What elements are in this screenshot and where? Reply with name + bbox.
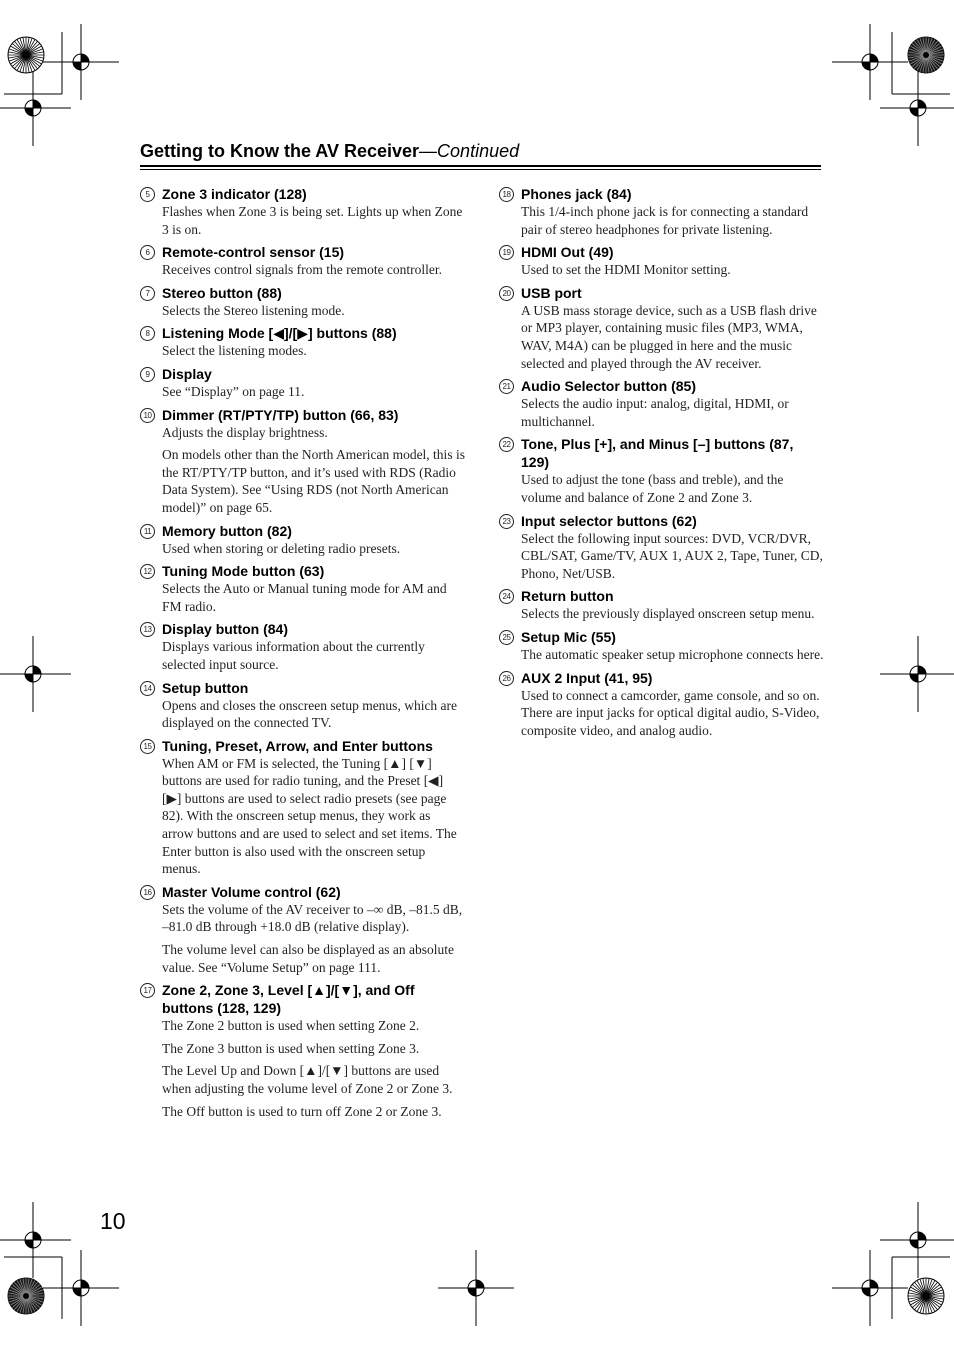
- item-number-badge: 5: [140, 187, 155, 202]
- page-header-title: [140, 139, 821, 163]
- item-description: Used to adjust the tone (bass and treble), and the volume and balance of Zone 2 and Zone 3.: [521, 472, 784, 505]
- registration-target-icon: [880, 636, 954, 712]
- item-title: Memory button (82): [162, 522, 292, 539]
- item-title: Setup button: [162, 679, 249, 696]
- item-description: Flashes when Zone 3 is being set. Lights up when Zone 3 is on.: [162, 204, 463, 237]
- list-item: [499, 243, 824, 279]
- item-number-badge: 15: [140, 739, 155, 754]
- list-item: [140, 737, 465, 878]
- registration-target-icon: [43, 1250, 119, 1326]
- registration-target-icon: [832, 24, 908, 100]
- item-description: Selects the Auto or Manual tuning mode for AM and FM radio.: [162, 581, 447, 614]
- item-description: When AM or FM is selected, the Tuning [▲] [▼] buttons are used for radio tuning, and the Preset [◀] [▶] buttons are used to select radio presets (see page 82). With the onscreen setup menus, they work as arrow buttons and are used to select and set items. The Enter button is also used with the onscreen setup menus.: [162, 755, 457, 877]
- list-item: [140, 324, 465, 360]
- item-number-badge: 25: [499, 630, 514, 645]
- list-item: [140, 365, 465, 401]
- item-title: Remote-control sensor (15): [162, 244, 345, 261]
- item-description: The Off button is used to turn off Zone 2 or Zone 3.: [162, 1103, 442, 1119]
- list-item: [140, 679, 465, 732]
- item-title: Audio Selector button (85): [521, 378, 696, 395]
- item-title: Stereo button (88): [162, 284, 282, 301]
- list-item: [499, 185, 824, 238]
- registration-target-icon: [0, 636, 71, 712]
- header-rule-thick: [140, 165, 821, 167]
- item-description: Used when storing or deleting radio presets.: [162, 540, 401, 556]
- item-title: HDMI Out (49): [521, 244, 614, 261]
- registration-target-icon: [880, 1202, 954, 1278]
- item-number-badge: 8: [140, 326, 155, 341]
- item-description: The automatic speaker setup microphone connects here.: [521, 646, 824, 662]
- item-description: Select the listening modes.: [162, 343, 307, 359]
- item-description: Used to connect a camcorder, game console, and so on. There are input jacks for optical digital audio, S-Video, composite video, and analog audio.: [521, 687, 820, 738]
- item-title: USB port: [521, 284, 582, 301]
- left-column: [140, 185, 465, 1125]
- item-number-badge: 21: [499, 379, 514, 394]
- item-number-badge: 22: [499, 437, 514, 452]
- registration-target-icon: [832, 1250, 908, 1326]
- item-description: Selects the previously displayed onscreen setup menu.: [521, 606, 815, 622]
- item-description: The Zone 2 button is used when setting Zone 2.: [162, 1018, 420, 1034]
- registration-target-icon: [0, 1202, 71, 1278]
- list-item: [140, 883, 465, 976]
- item-number-badge: 16: [140, 885, 155, 900]
- item-number-badge: 12: [140, 564, 155, 579]
- page-number: 10: [100, 1208, 126, 1234]
- item-title: Dimmer (RT/PTY/TP) button (66, 83): [162, 406, 399, 423]
- starburst-registration-icon: [908, 1278, 944, 1314]
- list-item: [140, 562, 465, 615]
- item-description: Displays various information about the currently selected input source.: [162, 639, 425, 672]
- item-title: Return button: [521, 588, 614, 605]
- starburst-registration-icon: [8, 1278, 44, 1314]
- item-title: Input selector buttons (62): [521, 512, 697, 529]
- starburst-registration-icon: [908, 37, 944, 73]
- item-title: Master Volume control (62): [162, 883, 341, 900]
- item-number-badge: 9: [140, 367, 155, 382]
- item-number-badge: 20: [499, 286, 514, 301]
- item-number-badge: 18: [499, 187, 514, 202]
- item-number-badge: 10: [140, 408, 155, 423]
- list-item: [499, 512, 824, 583]
- item-number-badge: 26: [499, 671, 514, 686]
- list-item: [499, 435, 824, 506]
- list-item: [499, 284, 824, 372]
- item-title: Phones jack (84): [521, 186, 632, 202]
- header-continued-text: —Continued: [419, 141, 520, 161]
- item-description: The volume level can also be displayed as an absolute value. See “Volume Setup” on page 111.: [162, 942, 455, 975]
- item-title: Listening Mode [◀]/[▶] buttons (88): [162, 325, 397, 342]
- item-title: Zone 3 indicator (128): [162, 186, 307, 202]
- item-number-badge: 13: [140, 622, 155, 637]
- item-description: Used to set the HDMI Monitor setting.: [521, 262, 731, 278]
- registration-target-icon: [438, 1250, 514, 1326]
- right-column: [499, 185, 824, 744]
- item-number-badge: 24: [499, 589, 514, 604]
- registration-target-icon: [0, 70, 71, 146]
- item-number-badge: 17: [140, 983, 155, 998]
- item-description: The Zone 3 button is used when setting Zone 3.: [162, 1040, 420, 1056]
- item-title: Display button (84): [162, 621, 289, 638]
- item-description: Sets the volume of the AV receiver to –∞ dB, –81.5 dB, –81.0 dB through +18.0 dB (relative display).: [162, 901, 463, 935]
- item-description: Select the following input sources: DVD, VCR/DVR, CBL/SAT, Game/TV, AUX 1, AUX 2, Tape, Tuner, CD, Phono, Net/USB.: [521, 530, 823, 581]
- registration-target-icon: [43, 24, 119, 100]
- item-description: Adjusts the display brightness.: [162, 424, 328, 440]
- registration-target-icon: [880, 70, 954, 146]
- list-item: [140, 981, 465, 1120]
- list-item: [140, 185, 465, 238]
- item-number-badge: 7: [140, 286, 155, 301]
- item-title: Zone 2, Zone 3, Level [▲]/[▼], and Off buttons (128, 129): [162, 982, 415, 1017]
- list-item: [140, 243, 465, 279]
- item-number-badge: 14: [140, 681, 155, 696]
- starburst-registration-icon: [8, 37, 44, 73]
- list-item: [499, 587, 824, 623]
- item-number-badge: 23: [499, 514, 514, 529]
- list-item: [140, 284, 465, 320]
- item-title: Display: [162, 365, 212, 382]
- item-number-badge: 6: [140, 245, 155, 260]
- item-description: The Level Up and Down [▲]/[▼] buttons are used when adjusting the volume level of Zone 2 or Zone 3.: [162, 1063, 453, 1096]
- item-title: AUX 2 Input (41, 95): [521, 669, 653, 686]
- item-number-badge: 11: [140, 524, 155, 539]
- list-item: [499, 377, 824, 430]
- list-item: [499, 669, 824, 740]
- item-number-badge: 19: [499, 245, 514, 260]
- item-description: Receives control signals from the remote controller.: [162, 262, 443, 278]
- list-item: [140, 620, 465, 673]
- header-title-text: Getting to Know the AV Receiver: [140, 141, 420, 161]
- item-title: Tuning Mode button (63): [162, 563, 325, 580]
- header-rule-thin: [140, 169, 821, 170]
- item-title: Tone, Plus [+], and Minus [–] buttons (87, 129): [521, 436, 794, 471]
- item-description: See “Display” on page 11.: [162, 383, 305, 399]
- item-description: A USB mass storage device, such as a USB flash drive or MP3 player, containing music files (MP3, WMA, WAV, M4A) can be plugged in here and the music selected and played through the AV receiver.: [521, 302, 817, 371]
- item-description: This 1/4-inch phone jack is for connecting a standard pair of stereo headphones for private listening.: [521, 204, 809, 237]
- list-item: [140, 522, 465, 558]
- list-item: [140, 406, 465, 517]
- item-title: Tuning, Preset, Arrow, and Enter buttons: [162, 737, 433, 754]
- list-item: [499, 628, 824, 664]
- item-description: Selects the audio input: analog, digital, HDMI, or multichannel.: [521, 396, 789, 429]
- item-description: Opens and closes the onscreen setup menus, which are displayed on the connected TV.: [162, 697, 458, 731]
- item-description: On models other than the North American model, this is the RT/PTY/TP button, and it’s used with RDS (Radio Data System). See “Using RDS (not North American model)” on page 65.: [162, 447, 465, 515]
- item-description: Selects the Stereo listening mode.: [162, 302, 345, 318]
- item-title: Setup Mic (55): [521, 628, 616, 645]
